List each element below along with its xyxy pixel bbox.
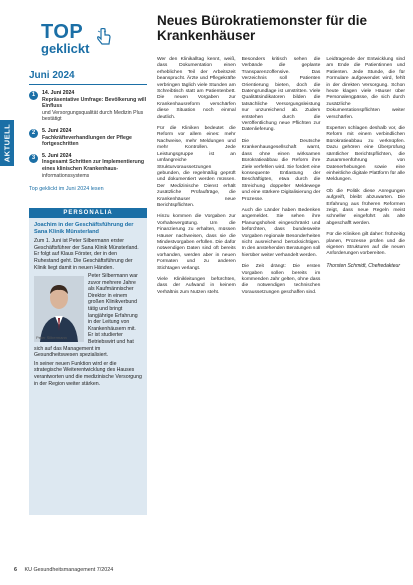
personalia-text: Peter Silbermann war zuvor mehrere Jahre als Kaufmännischer Direktor in einem großen Klinikverbund tätig und bringt langjährige Erfahrung in der Leitung von Krankenhäusern mit. Er ist studierter Betriebswirt und hat sich auf das Management im Gesundheitswesen spezialisiert. (34, 273, 138, 359)
article-headline: Neues Bürokratiemonster für die Krankenhäuser (157, 13, 368, 43)
list-item[interactable] (29, 90, 147, 123)
article-column (242, 57, 321, 301)
page-number: 6 (14, 567, 17, 573)
paragraph: Auch die Länder haben Bedenken angemeldet. Sie sehen ihre Planungshoheit eingeschränkt und befürchten, dass bundesweite Vorgaben regionale Besonderheiten nicht ausreichend berücksichtigen. In den anstehenden Beratungen soll hierüber weiter verhandelt werden. (241, 207, 321, 258)
person-icon (34, 276, 84, 342)
personalia-title: Joachim in der Geschäftsführung der Sana Klinik Münsterland (34, 222, 134, 236)
pointer-hand-icon (96, 28, 112, 46)
paragraph: Die Zeit drängt: Die ersten Vorgaben sollen bereits im kommenden Jahr gelten, ohne dass die notwendigen technischen Voraussetzungen geschaffen sind. (241, 264, 321, 295)
item-date: 5. Juni 2024 (42, 127, 72, 134)
more-link[interactable]: Top geklickt im Juni 2024 lesen (29, 186, 104, 193)
item-title: Fachkräfteverhandlungen der Pflege fortgeschritten (42, 134, 132, 148)
item-text: informationssystems (42, 172, 90, 179)
portrait-photo (34, 276, 84, 342)
logo-line2: geklickt (41, 41, 90, 56)
personalia-text: In seiner neuen Funktion wird er die strategische Weiterentwicklung des Hauses verantworten und die medizinische Versorgung in der Region weiter stärken. (34, 360, 142, 387)
article-column (326, 57, 405, 301)
photo-caption: Peter Silbermann (36, 334, 67, 340)
month-heading: Juni 2024 (29, 70, 147, 85)
paragraph: Ob die Politik diese Anregungen aufgreift, bleibt abzuwarten. Die Erfahrung aus früheren Reformen zeigt, dass neue Regeln meist schneller eingeführt als alte abgeschafft werden. (326, 188, 406, 226)
item-title: Insgesamt Schritten zur Implementierung eines klinischen Krankenhaus- (42, 159, 145, 172)
paragraph: Leidtragende der Entwicklung sind am Ende die Patientinnen und Patienten. Jede Stunde, die für Formulare aufgewendet wird, fehlt in der direkten Versorgung. Schon heute klagen viele Häuser über Personalengpässe, die sich durch zusätzliche Dokumentationspflichten weiter verschärfen. (326, 57, 406, 120)
paragraph: Hinzu kommen die Vorgaben zur Vorhaltevergütung. Um die Finanzierung zu erhalten, müssen Häuser nachweisen, dass sie die Mindestvorgaben erfüllen. Die dafür notwendigen Daten sind oft bereits vorhanden, werden aber in neuen Formaten und zu anderen Stichtagen verlangt. (157, 214, 236, 271)
paragraph: Die Deutsche Krankenhausgesellschaft warnt, dass ohne einen wirksamen Bürokratieabbau die Reform ihre Ziele verfehlen wird. Sie fordert eine konsequente Entlastung der Beschäftigten, etwa durch die Streichung doppelter Meldewege und eine stärkere Digitalisierung der Prozesse. (241, 138, 321, 202)
paragraph: Viele Klinikleitungen befürchten, dass der Aufwand in keinem Verhältnis zum Nutzen steht. (157, 277, 236, 295)
item-number: 3 (29, 154, 38, 163)
paragraph: Besonders kritisch sehen die Verbände die geplante Transparenzoffensive. Das Verzeichnis soll Patienten Orientierung bieten, doch die Datengrundlage ist umstritten. Viele Qualitätsindikatoren bilden die tatsächliche Versorgungsleistung nur unzureichend ab. Zudem entstehen durch die Veröffentlichung neue Pflichten zur Datenlieferung. (241, 57, 321, 133)
page-footer (14, 567, 113, 573)
top-geklickt-box (29, 14, 147, 515)
paragraph: Für die Kliniken bedeutet die Reform vor allem eines: mehr Nachweise, mehr Meldungen und mehr Kontrollen. Jede Leistungsgruppe ist an umfangreiche Strukturvoraussetzungen gebunden, die regelmäßig geprüft und dokumentiert werden müssen. Der Medizinische Dienst erhält zusätzliche Prüfaufträge, die Krankenhäuser neue Berichtspflichten. (157, 126, 236, 208)
item-text: und Versorgungsqualität durch Medizin Plus bestätigt (42, 109, 144, 123)
item-date: 14. Juni 2024 (42, 90, 75, 96)
personalia-header: PERSONALIA (29, 208, 147, 218)
paragraph: Experten schlagen deshalb vor, die Reform mit einem verbindlichen Bürokratieabbau zu verknüpfen. Dazu gehören eine Überprüfung sämtlicher Berichtspflichten, die Zusammenführung von Datenerhebungen sowie eine einheitliche digitale Plattform für alle Meldungen. (326, 126, 406, 183)
item-number: 1 (29, 91, 38, 100)
paragraph: Für die Kliniken gilt daher: frühzeitig planen, Prozesse prüfen und die eigenen Strukturen auf die neuen Anforderungen vorbereiten. (326, 232, 406, 257)
personalia-box (29, 208, 147, 515)
list-item[interactable] (29, 153, 147, 179)
publication-name: KU Gesundheitsmanagement 7/2024 (24, 567, 114, 573)
article-author: Thorsten Schmidt, Chefredakteur (326, 262, 400, 269)
item-number: 2 (29, 129, 38, 138)
section-tab (0, 120, 14, 166)
section-tab-label: AKTUELL (2, 123, 12, 163)
logo-line1: TOP (41, 21, 84, 43)
article-column (157, 57, 236, 301)
article-body (157, 57, 405, 301)
list-item[interactable] (29, 128, 147, 148)
item-title: Repräsentative Umfrage: Bevölkerung will Einfluss (42, 96, 147, 110)
item-date: 5. Juni 2024 (42, 152, 72, 159)
top-geklickt-logo (29, 14, 147, 66)
article (157, 14, 405, 301)
paragraph: Wer den Klinikalltag kennt, weiß, dass Dokumentation einen erheblichen Teil der Arbeitszeit beansprucht. Ärzte und Pflegekräfte verbringen täglich viele Stunden am Schreibtisch statt am Patientenbett. Die neuen Vorgaben zur Krankenhausreform verschärfen diese Situation noch einmal deutlich. (157, 57, 236, 120)
personalia-text: Zum 1. Juni ist Peter Silbermann erster Geschäftsführer der Sana Klinik Münsterland. Er folgt auf Klaus Förster, der in den Ruhestand geht. Die Geschäftsführung der Klinik liegt damit in neuen Händen. (34, 238, 139, 271)
